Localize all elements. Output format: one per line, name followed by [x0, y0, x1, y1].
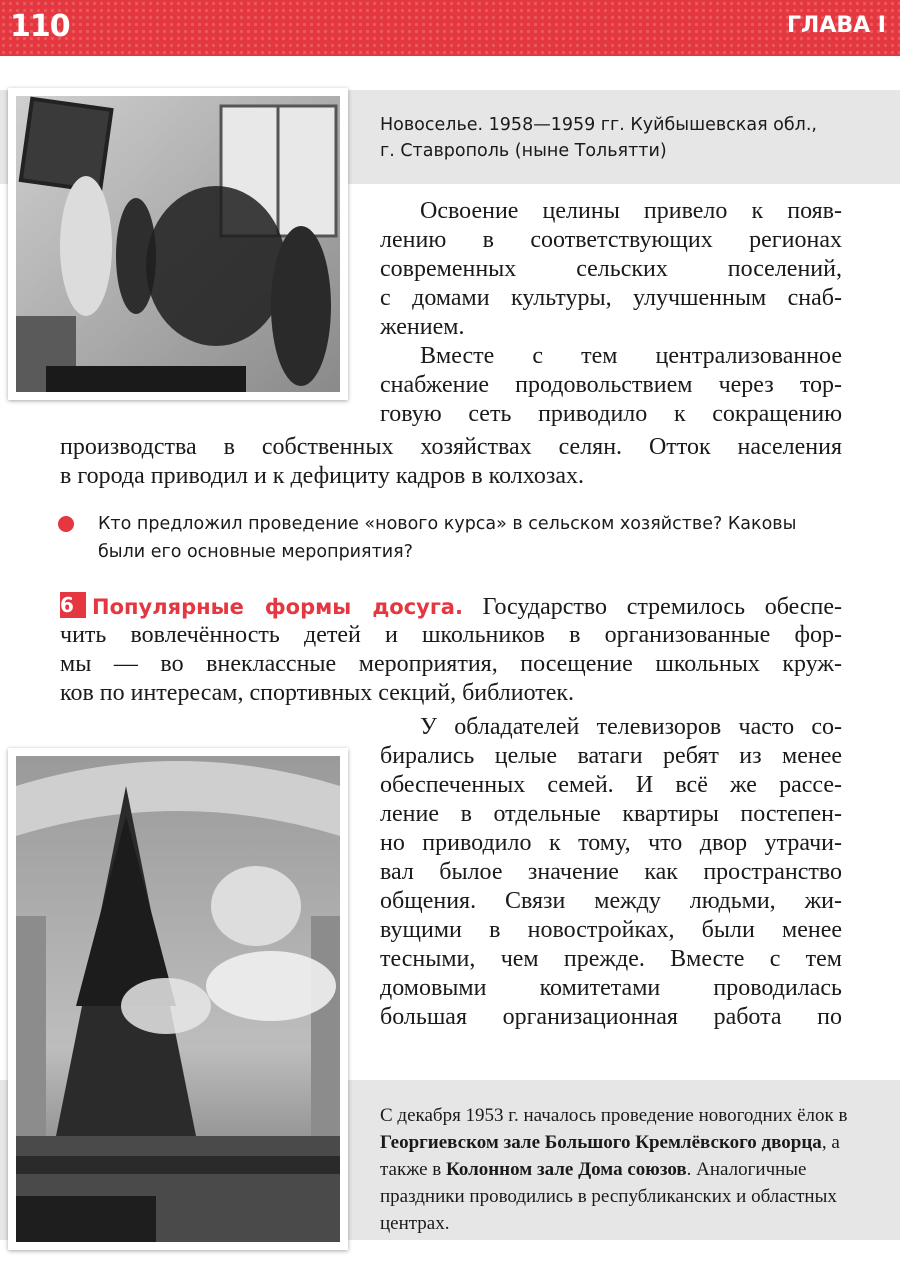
question-line: Кто предложил проведение «нового курса» в сельском хозяйстве? Каковы [98, 514, 797, 534]
text-line: вущими в новостройках, были менее [380, 917, 842, 943]
caption-text: , а также в [380, 1132, 840, 1180]
photo-bottom-caption [380, 1102, 890, 1237]
text-line: Вместе с тем централизованное [420, 343, 842, 369]
housewarming-photo-illustration [16, 96, 340, 392]
photo-housewarming [8, 88, 348, 400]
text-line: вал былое значение как пространство [380, 859, 842, 885]
text-line: домовыми комитетами проводилась [380, 975, 842, 1001]
text-line: лению в соответствующих регионах [380, 227, 842, 253]
text-line: Освоение целины привело к появ- [420, 198, 842, 224]
text-line: большая организационная работа по [380, 1004, 842, 1030]
text-line: общения. Связи между людьми, жи- [380, 888, 842, 914]
chapter-label: ГЛАВА I [787, 13, 886, 38]
text-line: Государство стремилось обеспе- [482, 594, 843, 620]
text-line: но приводило к тому, что двор утрачи- [380, 830, 842, 856]
caption-bold-text: Колонном зале Дома союзов [445, 1159, 687, 1180]
section-title: Популярные формы досуга. [92, 595, 463, 619]
section-number-badge: 6 [60, 592, 86, 618]
caption-bold-text: Георгиевском зале Большого Кремлёвского дворца [380, 1132, 822, 1153]
text-line: У обладателей телевизоров часто со- [420, 714, 842, 740]
text-line: тесными, чем прежде. Вместе с тем [380, 946, 842, 972]
caption-line: г. Ставрополь (ныне Тольятти) [380, 141, 667, 161]
text-line: современных сельских поселений, [380, 256, 842, 282]
paragraph-virgin-lands [380, 197, 842, 429]
text-line: ков по интересам, спортивных секций, библиотек. [60, 680, 575, 706]
section-first-line [60, 592, 842, 621]
text-line: обеспеченных семей. И всё же рассе- [380, 772, 842, 798]
page-header [0, 0, 900, 56]
text-line: с домами культуры, улучшенным снаб- [380, 285, 842, 311]
caption-text: . Аналогичные праздники проводились в республиканских и областных центрах. [380, 1159, 837, 1234]
question-bullet-icon [58, 516, 74, 532]
text-line: говую сеть приводило к сокращению [380, 401, 842, 427]
caption-text: С декабря 1953 г. началось проведение новогодних ёлок в [380, 1105, 848, 1126]
question-line: были его основные мероприятия? [98, 542, 413, 562]
paragraph-supply-wide [60, 433, 842, 491]
text-line: в города приводил и к дефициту кадров в колхозах. [60, 463, 585, 489]
text-line: мы — во внеклассные мероприятия, посещение школьных круж- [60, 651, 842, 677]
section-leisure [60, 592, 842, 708]
kremlin-hall-photo-illustration [16, 756, 340, 1242]
text-line: производства в собственных хозяйствах селян. Отток населения [60, 434, 842, 460]
text-line: жением. [380, 314, 465, 340]
text-line: снабжение продовольствием через тор- [380, 372, 842, 398]
text-line: бирались целые ватаги ребят из менее [380, 743, 842, 769]
page-number: 110 [10, 9, 70, 44]
caption-line: Новоселье. 1958—1959 гг. Куйбышевская обл., [380, 115, 817, 135]
photo-top-caption [380, 112, 890, 164]
text-line: чить вовлечённость детей и школьников в организованные фор- [60, 622, 842, 648]
paragraph-television [380, 713, 842, 1032]
review-question [98, 510, 858, 566]
photo-kremlin-new-year-tree [8, 748, 348, 1250]
text-line: ление в отдельные квартиры постепен- [380, 801, 842, 827]
